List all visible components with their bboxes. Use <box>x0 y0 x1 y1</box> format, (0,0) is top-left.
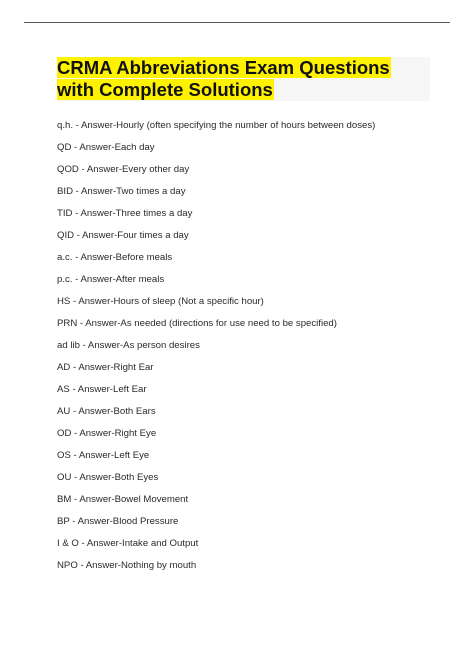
list-item: NPO - Answer-Nothing by mouth <box>57 560 197 571</box>
list-item: p.c. - Answer-After meals <box>57 274 165 285</box>
list-item: q.h. - Answer-Hourly (often specifying the number of hours between doses) <box>57 120 376 131</box>
document-title-line-2 <box>57 79 274 101</box>
document-title-text-2: with Complete Solutions <box>57 79 273 100</box>
list-item: QOD - Answer-Every other day <box>57 164 190 175</box>
list-item: HS - Answer-Hours of sleep (Not a specific hour) <box>57 296 264 307</box>
list-item: QID - Answer-Four times a day <box>57 230 189 241</box>
list-item: AS - Answer-Left Ear <box>57 384 147 395</box>
list-item: TID - Answer-Three times a day <box>57 208 193 219</box>
list-item: PRN - Answer-As needed (directions for use need to be specified) <box>57 318 337 329</box>
list-item: AU - Answer-Both Ears <box>57 406 156 417</box>
list-item: QD - Answer-Each day <box>57 142 155 153</box>
top-divider <box>24 22 450 23</box>
list-item: BID - Answer-Two times a day <box>57 186 186 197</box>
list-item: BP - Answer-Blood Pressure <box>57 516 179 527</box>
list-item: OS - Answer-Left Eye <box>57 450 150 461</box>
list-item: OU - Answer-Both Eyes <box>57 472 159 483</box>
list-item: I & O - Answer-Intake and Output <box>57 538 199 549</box>
list-item: a.c. - Answer-Before meals <box>57 252 173 263</box>
list-item: AD - Answer-Right Ear <box>57 362 154 373</box>
list-item: BM - Answer-Bowel Movement <box>57 494 189 505</box>
document-title-line-1 <box>57 57 391 79</box>
abbreviation-list <box>57 118 457 580</box>
document-title-text-1: CRMA Abbreviations Exam Questions <box>57 57 390 78</box>
list-item: ad lib - Answer-As person desires <box>57 340 200 351</box>
list-item: OD - Answer-Right Eye <box>57 428 157 439</box>
